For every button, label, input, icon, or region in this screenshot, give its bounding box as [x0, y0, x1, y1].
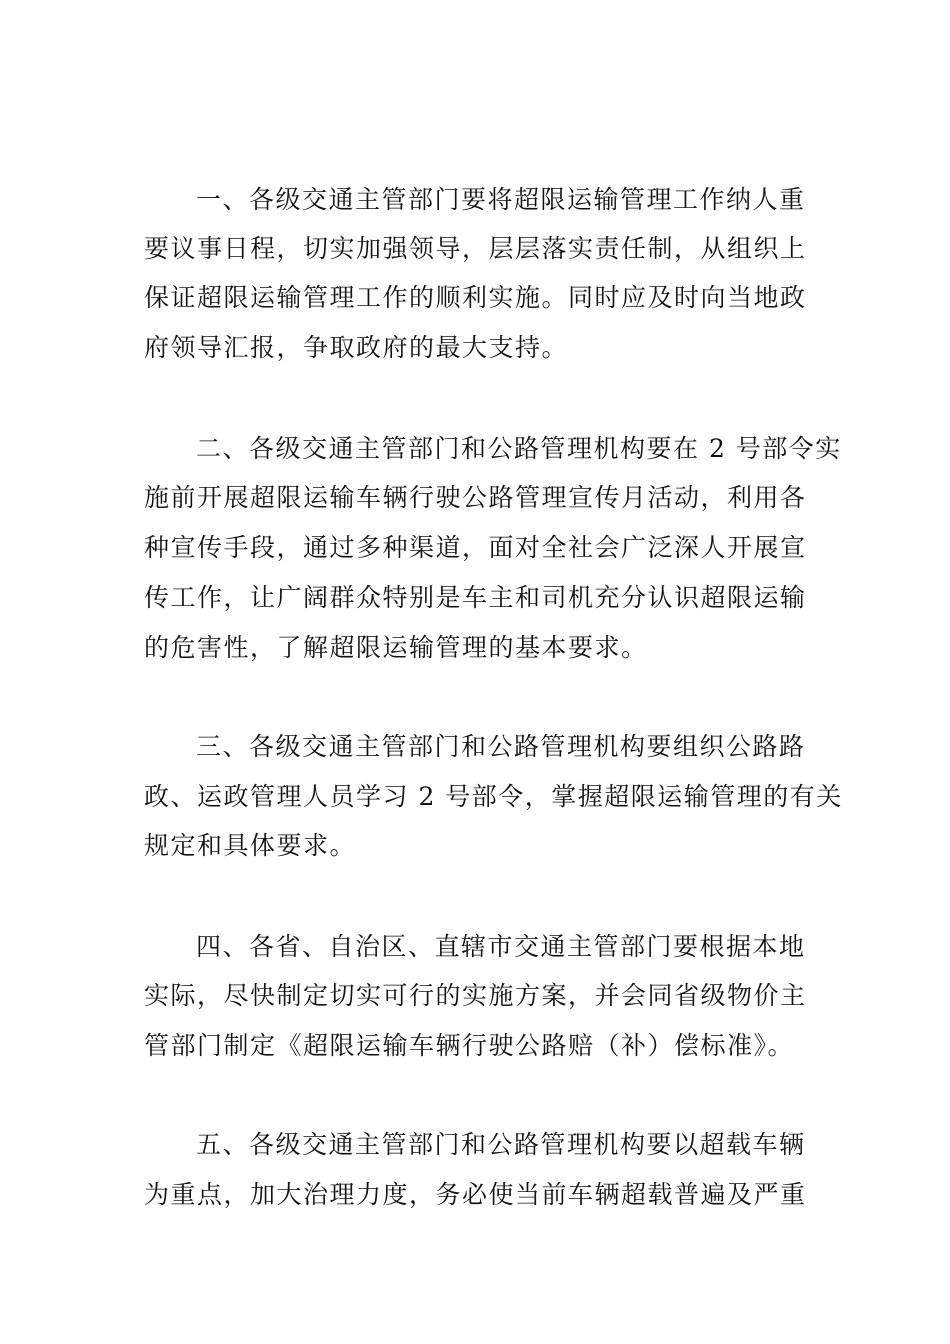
paragraph-5-line-2: 为重点，加大治理力度，务必使当前车辆超载普遍及严重	[144, 1180, 807, 1209]
paragraph-5-line-1: 五、各级交通主管部门和公路管理机构要以超载车辆	[196, 1130, 806, 1159]
paragraph-1-line-1: 一、各级交通主管部门要将超限运输管理工作纳人重	[196, 185, 806, 214]
paragraph-2-line-2: 施前开展超限运输车辆行驶公路管理宣传月活动，利用各	[144, 483, 807, 512]
paragraph-4-line-1: 四、各省、自治区、直辖市交通主管部门要根据本地	[196, 932, 806, 961]
paragraph-4-line-3: 管部门制定《超限运输车辆行驶公路赔（补）偿标准》。	[144, 1031, 795, 1060]
paragraph-1-line-3: 保证超限运输管理工作的顺利实施。同时应及时向当地政	[144, 283, 807, 312]
paragraph-3-line-3: 规定和具体要求。	[144, 831, 357, 860]
paragraph-1-line-2: 要议事日程，切实加强领导，层层落实责任制，从组织上	[144, 234, 807, 263]
paragraph-2-line-5: 的危害性，了解超限运输管理的基本要求。	[144, 633, 648, 662]
paragraph-2-line-4: 传工作，让广阔群众特别是车主和司机充分认识超限运输	[144, 583, 807, 612]
paragraph-3-line-2: 政、运政管理人员学习 2 号部令，掌握超限运输管理的有关	[144, 782, 843, 811]
paragraph-4-line-2: 实际，尽快制定切实可行的实施方案，并会同省级物价主	[144, 981, 807, 1010]
paragraph-2-line-1: 二、各级交通主管部门和公路管理机构要在 2 号部令实	[196, 434, 842, 463]
paragraph-3-line-1: 三、各级交通主管部门和公路管理机构要组织公路路	[196, 732, 806, 761]
paragraph-2-line-3: 种宣传手段，通过多种渠道，面对全社会广泛深人开展宣	[144, 533, 807, 562]
paragraph-1-line-4: 府领导汇报，争取政府的最大支持。	[144, 333, 569, 362]
